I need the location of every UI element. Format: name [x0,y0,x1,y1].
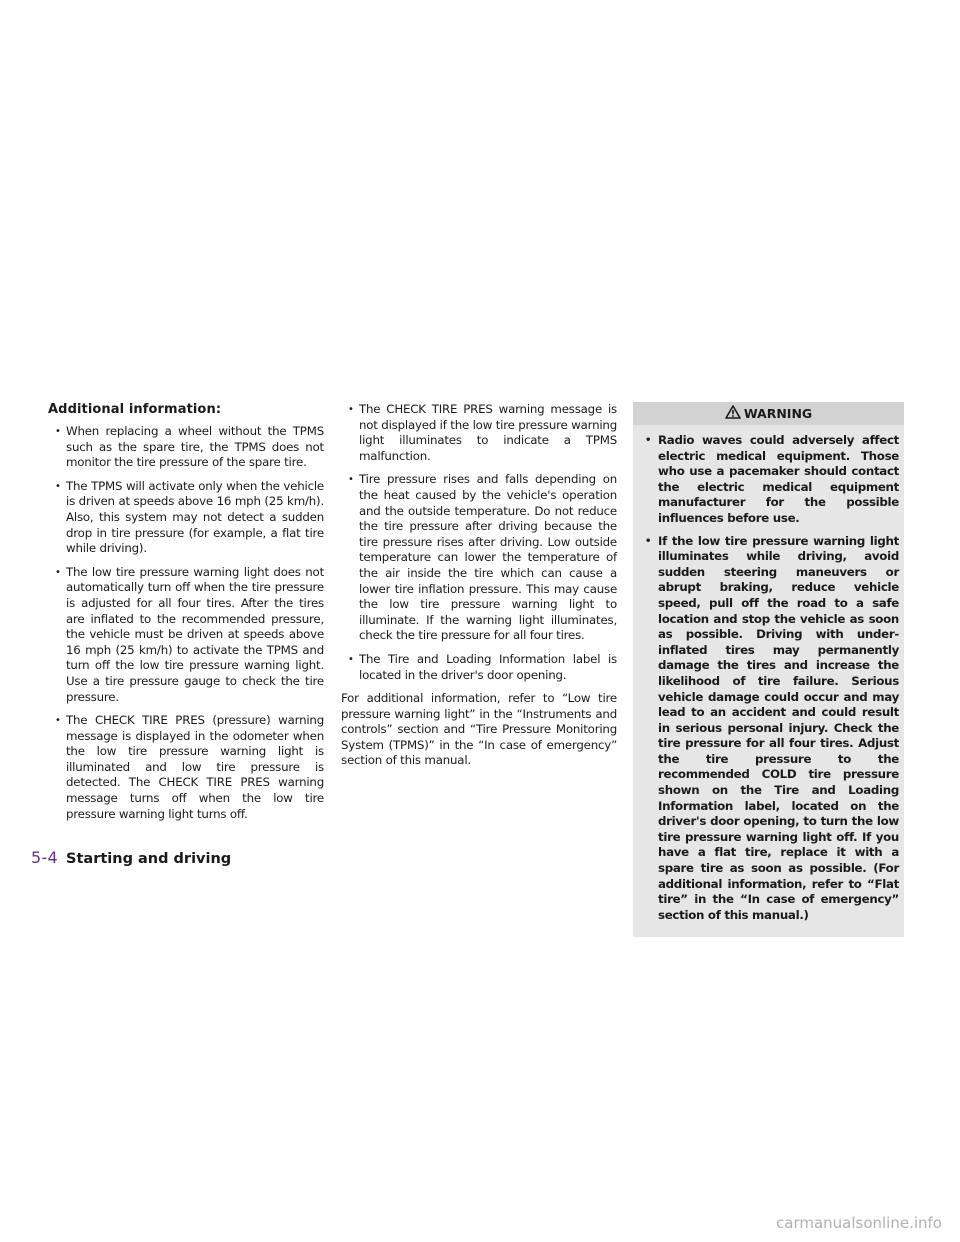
list-item: • The low tire pressure warning light does not automatically turn off when the tire pressure is adjusted for all four tires. After the tires are inflated to the recommended pressure, the vehicle must be driven at speeds above 16 mph (25 km/h) to activate the TPMS and turn off the low tire pressure warning light. Use a tire pressure gauge to check the tire pressure. [48,565,324,705]
left-column [48,402,324,830]
additional-info-list [48,424,324,822]
section-title: Starting and driving [66,851,232,867]
additional-info-heading: Additional information: [48,402,222,417]
list-item: • When replacing a wheel without the TPMS such as the spare tire, the TPMS does not monitor the tire pressure of the spare tire. [48,424,324,471]
additional-info-list-continued [341,402,617,683]
right-column [633,402,904,937]
list-item: • If the low tire pressure warning light illuminates while driving, avoid sudden steering maneuvers or abrupt braking, reduce vehicle speed, pull off the road to a safe location and stop the vehicle as soon as possible. Driving with under-inflated tires may permanently damage the tires and increase the likelihood of tire failure. Serious vehicle damage could occur and may lead to an accident and could result in serious personal injury. Check the tire pressure for all four tires. Adjust the tire pressure to the recommended COLD tire pressure shown on the Tire and Loading Information label, located on the driver's door opening, to turn the low tire pressure warning light off. If you have a flat tire, replace it with a spare tire as soon as possible. (For additional information, refer to “Flat tire” in the “In case of emergency” section of this manual.) [641,534,899,924]
middle-column [341,402,617,769]
list-item: • Tire pressure rises and falls depending on the heat caused by the vehicle's operation and the outside temperature. Do not reduce the tire pressure after driving because the tire pressure rises after driving. Low outside temperature can lower the temperature of the air inside the tire which can cause a lower tire inflation pressure. This may cause the low tire pressure warning light to illuminate. If the warning light illuminates, check the tire pressure for all four tires. [341,472,617,644]
watermark-text: carmanualsonline.info [776,1214,942,1232]
warning-triangle-icon [725,405,741,422]
page-footer [31,848,231,867]
warning-header [633,402,904,425]
warning-box [633,402,904,937]
list-item: • The TPMS will activate only when the vehicle is driven at speeds above 16 mph (25 km/h). Also, this system may not detect a sudden drop in tire pressure (for example, a flat tire while driving). [48,479,324,557]
list-item: • Radio waves could adversely affect electric medical equipment. Those who use a pacemaker should contact the electric medical equipment manufacturer for the possible influences before use. [641,433,899,527]
warning-list [633,425,904,923]
list-item: • The CHECK TIRE PRES warning message is not displayed if the low tire pressure warning light illuminates to indicate a TPMS malfunction. [341,402,617,464]
list-item: • The CHECK TIRE PRES (pressure) warning message is displayed in the odometer when the low tire pressure warning light is illuminated and low tire pressure is detected. The CHECK TIRE PRES warning message turns off when the low tire pressure warning light turns off. [48,713,324,822]
reference-paragraph: For additional information, refer to “Low tire pressure warning light” in the “Instruments and controls” section and “Tire Pressure Monitoring System (TPMS)” in the “In case of emergency” section of this manual. [341,691,617,768]
page-number: 5-4 [31,848,59,867]
warning-title: WARNING [743,406,813,421]
list-item: • The Tire and Loading Information label is located in the driver's door opening. [341,652,617,683]
